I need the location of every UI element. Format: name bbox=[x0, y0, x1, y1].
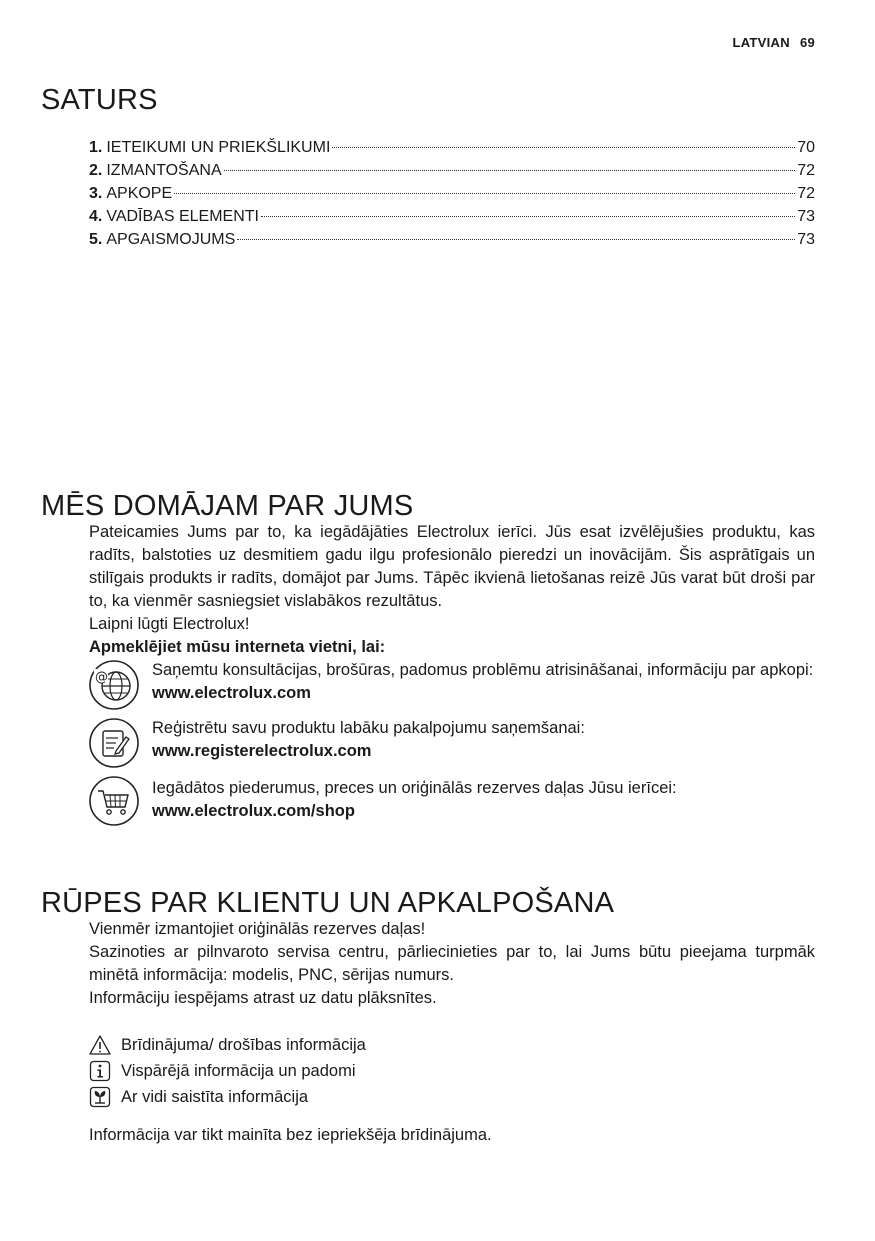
toc-leader bbox=[261, 216, 795, 217]
care-line-2: Sazinoties ar pilnvaroto servisa centru, pārliecinieties par to, lai Jums būtu pieejama turpmāk minētā informācija: modelis, PNC, sērijas numurs. bbox=[89, 943, 815, 984]
environment-icon bbox=[89, 1086, 111, 1108]
visit-heading: Apmeklējiet mūsu interneta vietni, lai: bbox=[89, 638, 386, 656]
table-of-contents bbox=[89, 136, 815, 251]
care-section bbox=[89, 918, 815, 1147]
toc-item[interactable] bbox=[89, 228, 815, 251]
toc-item-label: IZMANTOŠANA bbox=[106, 162, 222, 179]
toc-item-label: IETEIKUMI UN PRIEKŠLIKUMI bbox=[106, 139, 331, 156]
thinking-title: MĒS DOMĀJAM PAR JUMS bbox=[41, 490, 414, 522]
welcome-text: Laipni lūgti Electrolux! bbox=[89, 615, 250, 633]
toc-item-number: 3. bbox=[89, 185, 103, 202]
website-link[interactable]: www.electrolux.com bbox=[152, 684, 311, 702]
header-page-number: 69 bbox=[799, 35, 815, 50]
globe-icon bbox=[88, 659, 140, 711]
info-icon bbox=[89, 1060, 111, 1082]
care-line-1: Vienmēr izmantojiet oriģinālās rezerves daļas! bbox=[89, 920, 426, 938]
toc-item-page: 70 bbox=[797, 139, 815, 156]
toc-leader bbox=[332, 147, 795, 148]
thinking-section bbox=[89, 521, 815, 833]
warning-icon bbox=[89, 1034, 111, 1056]
toc-item[interactable] bbox=[89, 182, 815, 205]
toc-item[interactable] bbox=[89, 136, 815, 159]
care-title: RŪPES PAR KLIENTU UN APKALPOŠANA bbox=[41, 887, 615, 919]
toc-item-page: 72 bbox=[797, 185, 815, 202]
svg-text:@: @ bbox=[95, 670, 108, 685]
toc-item-number: 5. bbox=[89, 231, 103, 248]
toc-leader bbox=[174, 193, 795, 194]
care-line-3: Informāciju iespējams atrast uz datu plāksnītes. bbox=[89, 989, 437, 1007]
register-icon bbox=[88, 717, 140, 769]
link-description: Saņemtu konsultācijas, brošūras, padomus problēmu atrisināšanai, informāciju par apkopi: bbox=[152, 661, 814, 679]
toc-item[interactable] bbox=[89, 159, 815, 182]
toc-item-page: 72 bbox=[797, 162, 815, 179]
toc-leader bbox=[237, 239, 795, 240]
toc-item-label: VADĪBAS ELEMENTI bbox=[106, 208, 259, 225]
toc-item-number: 1. bbox=[89, 139, 103, 156]
symbol-label: Brīdinājuma/ drošības informācija bbox=[121, 1035, 366, 1054]
page-header bbox=[732, 35, 815, 50]
toc-leader bbox=[224, 170, 796, 171]
header-language: LATVIAN bbox=[732, 35, 790, 50]
toc-item[interactable] bbox=[89, 205, 815, 228]
link-row bbox=[89, 717, 815, 769]
symbol-row bbox=[89, 1032, 815, 1058]
cart-icon bbox=[88, 775, 140, 827]
toc-item-number: 4. bbox=[89, 208, 103, 225]
link-row bbox=[89, 659, 815, 711]
toc-item-label: APKOPE bbox=[106, 185, 173, 202]
website-link[interactable]: www.registerelectrolux.com bbox=[152, 742, 372, 760]
toc-title: SATURS bbox=[41, 84, 158, 116]
link-row bbox=[89, 775, 815, 827]
toc-item-page: 73 bbox=[797, 231, 815, 248]
symbol-row bbox=[89, 1058, 815, 1084]
link-content bbox=[152, 659, 815, 705]
link-description: Iegādātos piederumus, preces un oriģinālās rezerves daļas Jūsu ierīcei: bbox=[152, 779, 677, 797]
symbol-label: Vispārējā informācija un padomi bbox=[121, 1061, 356, 1080]
toc-item-page: 73 bbox=[797, 208, 815, 225]
toc-item-label: APGAISMOJUMS bbox=[106, 231, 236, 248]
care-footer-note: Informācija var tikt mainīta bez iepriekšēja brīdinājuma. bbox=[89, 1126, 492, 1144]
symbol-row bbox=[89, 1084, 815, 1110]
link-content bbox=[152, 717, 815, 763]
link-description: Reģistrētu savu produktu labāku pakalpojumu saņemšanai: bbox=[152, 719, 585, 737]
toc-item-number: 2. bbox=[89, 162, 103, 179]
thinking-intro: Pateicamies Jums par to, ka iegādājāties Electrolux ierīci. Jūs esat izvēlējušies produktu, kas radīts, balstoties uz desmitiem gadu ilgu profesionālo pieredzi un inovācijām. Šis asprātīgais un stilīgais produkts ir radīts, domājot par Jums. Tāpēc ikvienā lietošanas reizē Jūs varat būt droši par to, ka vienmēr sasniegsiet vislabākos rezultātus. bbox=[89, 523, 815, 610]
website-link[interactable]: www.electrolux.com/shop bbox=[152, 802, 355, 820]
link-content bbox=[152, 775, 815, 823]
symbol-label: Ar vidi saistīta informācija bbox=[121, 1087, 309, 1106]
